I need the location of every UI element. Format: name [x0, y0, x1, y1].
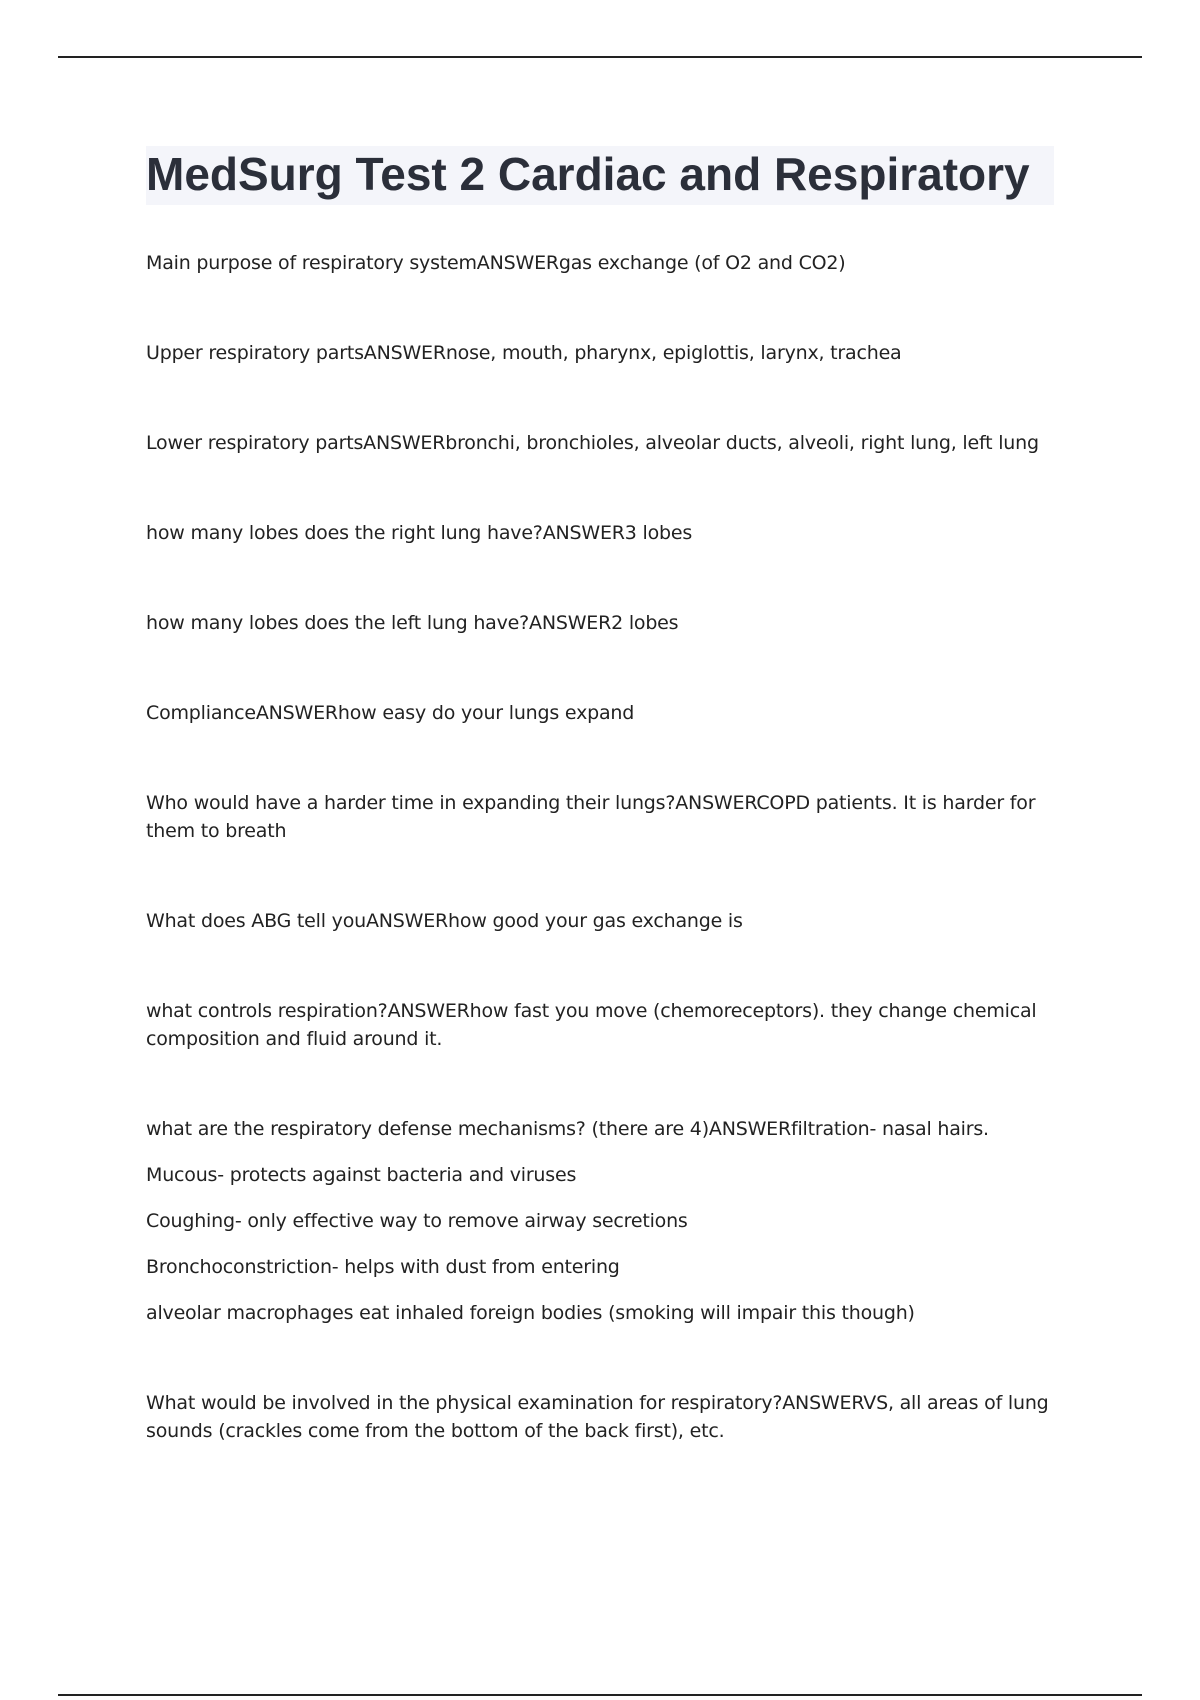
document-body: [146, 146, 1054, 1507]
page-title: MedSurg Test 2 Cardiac and Respiratory: [146, 148, 1030, 200]
title-banner: [146, 146, 1054, 205]
top-divider: [58, 56, 1142, 58]
qa-item: how many lobes does the right lung have?ANSWER3 lobes: [146, 522, 693, 544]
qa-item: how many lobes does the left lung have?ANSWER2 lobes: [146, 612, 679, 634]
qa-item: Who would have a harder time in expanding their lungs?ANSWERCOPD patients. It is harder for them to breath: [146, 792, 1036, 842]
bottom-divider: [58, 1694, 1142, 1696]
answer-line: Mucous- protects against bacteria and viruses: [146, 1164, 577, 1186]
qa-item: What does ABG tell youANSWERhow good your gas exchange is: [146, 910, 743, 932]
answer-line: Bronchoconstriction- helps with dust from entering: [146, 1256, 620, 1278]
qa-item: Lower respiratory partsANSWERbronchi, bronchioles, alveolar ducts, alveoli, right lung, left lung: [146, 432, 1039, 454]
qa-item: Upper respiratory partsANSWERnose, mouth, pharynx, epiglottis, larynx, trachea: [146, 342, 902, 364]
defense-mechanisms-block: [146, 1115, 1054, 1327]
qa-item: what are the respiratory defense mechanisms? (there are 4)ANSWERfiltration- nasal hairs.: [146, 1118, 989, 1140]
qa-item: ComplianceANSWERhow easy do your lungs expand: [146, 702, 635, 724]
answer-line: alveolar macrophages eat inhaled foreign bodies (smoking will impair this though): [146, 1302, 915, 1324]
qa-item: Main purpose of respiratory systemANSWERgas exchange (of O2 and CO2): [146, 252, 846, 274]
qa-item: What would be involved in the physical examination for respiratory?ANSWERVS, all areas of lung sounds (crackles come from the bottom of the back first), etc.: [146, 1392, 1049, 1442]
qa-item: what controls respiration?ANSWERhow fast you move (chemoreceptors). they change chemical composition and fluid around it.: [146, 1000, 1037, 1050]
answer-line: Coughing- only effective way to remove airway secretions: [146, 1210, 688, 1232]
